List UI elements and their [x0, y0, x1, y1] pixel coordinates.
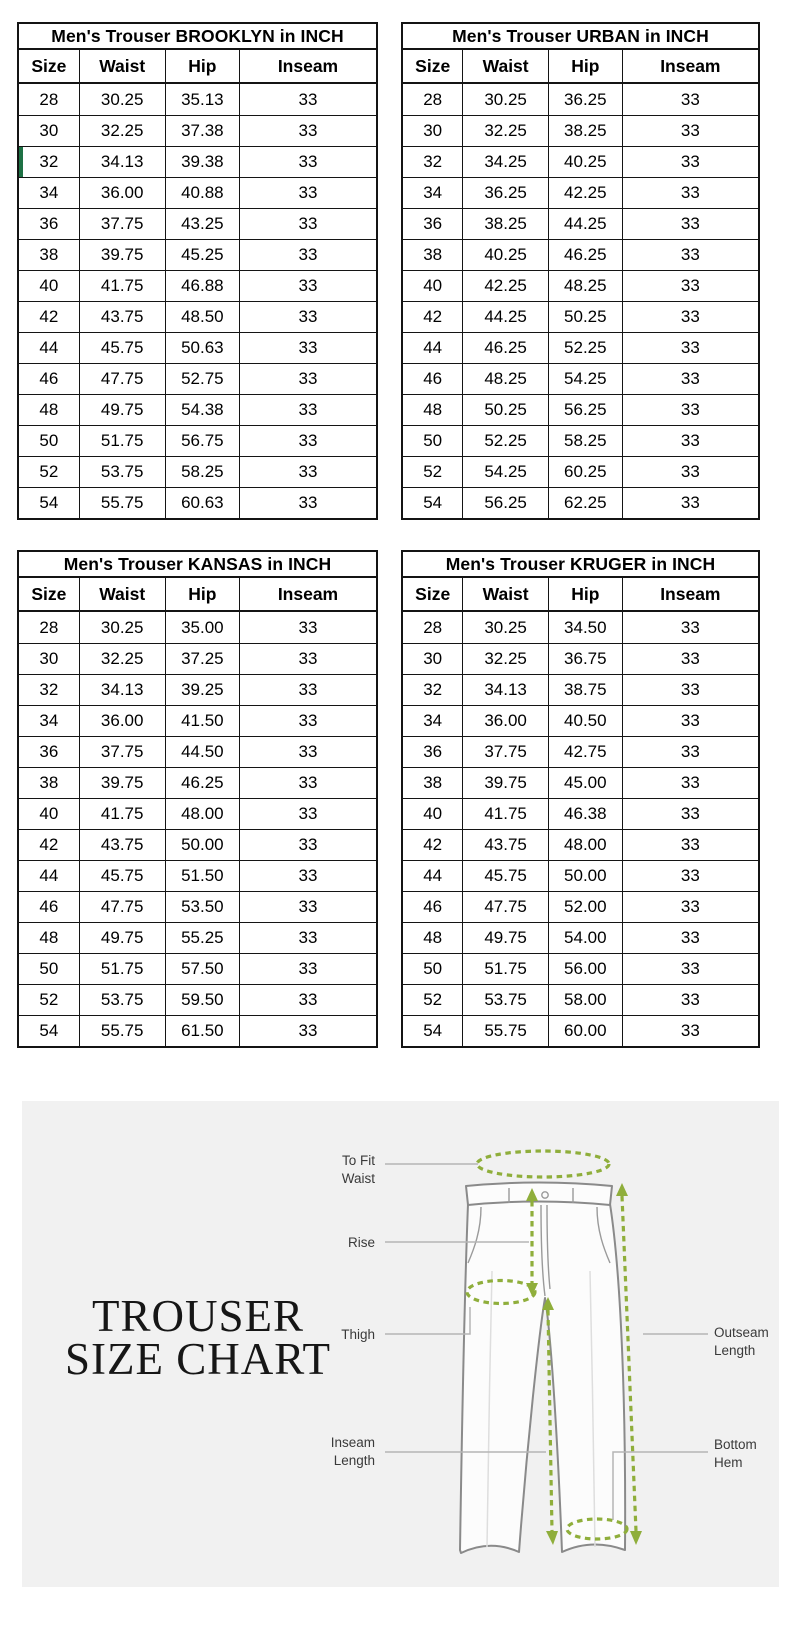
table-cell: 33 — [623, 705, 758, 736]
table-cell: 54 — [403, 1015, 463, 1046]
table-cell: 53.50 — [166, 891, 240, 922]
table-cell: 55.75 — [80, 487, 166, 518]
heading-line-1: TROUSER — [91, 1291, 305, 1341]
table-cell: 33 — [680, 617, 700, 637]
column-header: Hip — [549, 50, 623, 84]
table-cell: 33 — [623, 674, 758, 705]
table-cell: 34 — [403, 705, 463, 736]
table-cell: 33 — [240, 425, 376, 456]
table-cell: 47.75 — [80, 891, 166, 922]
bottom-hem-connector — [613, 1452, 708, 1520]
table-cell: 60.63 — [166, 487, 240, 518]
table-cell: 50.25 — [549, 301, 623, 332]
table-cell-selected: 32 — [19, 146, 80, 177]
table-cell: 39.75 — [463, 767, 549, 798]
heading-line-2: SIZE CHART — [64, 1334, 332, 1384]
column-header: Size — [19, 578, 80, 612]
table-cell: 51.75 — [80, 425, 166, 456]
table-cell: 28 — [19, 612, 80, 643]
inseam-arrowhead-down — [546, 1531, 558, 1545]
size-table-urban — [401, 22, 760, 520]
table-cell: 40 — [19, 798, 80, 829]
table-cell: 33 — [240, 239, 376, 270]
table-cell: 57.50 — [166, 953, 240, 984]
label-to-fit-waist-2: Waist — [341, 1171, 375, 1186]
column-header: Inseam — [623, 578, 758, 612]
outseam-arrowhead-up — [616, 1183, 628, 1196]
label-bottom-hem: Bottom — [714, 1437, 757, 1452]
table-cell: 38.25 — [463, 208, 549, 239]
table-cell: 46 — [403, 363, 463, 394]
table-cell: 33 — [623, 487, 758, 518]
table-cell: 52.25 — [549, 332, 623, 363]
table-cell: 33 — [680, 89, 700, 109]
table-cell: 40 — [403, 270, 463, 301]
table-cell: 33 — [623, 767, 758, 798]
table-cell: 30.25 — [80, 612, 166, 643]
table-cell: 34 — [19, 177, 80, 208]
table-cell: 40.88 — [166, 177, 240, 208]
table-cell: 33 — [240, 363, 376, 394]
table-cell: 33 — [623, 425, 758, 456]
table-cell: 48 — [19, 394, 80, 425]
table-cell: 50.00 — [549, 860, 623, 891]
table-cell: 32.25 — [463, 115, 549, 146]
table-cell: 39.38 — [166, 146, 240, 177]
table-cell: 60.25 — [549, 456, 623, 487]
table-cell: 33 — [623, 208, 758, 239]
table-cell: 55.75 — [463, 1015, 549, 1046]
table-cell: 32 — [403, 674, 463, 705]
table-cell: 33 — [240, 829, 376, 860]
table-cell: 34.13 — [463, 674, 549, 705]
table-cell: 42.75 — [549, 736, 623, 767]
table-cell: 44.25 — [549, 208, 623, 239]
table-cell: 30.25 — [463, 84, 549, 115]
table-cell: 33 — [623, 860, 758, 891]
table-cell: 47.75 — [463, 891, 549, 922]
table-cell: 55.75 — [80, 1015, 166, 1046]
table-cell: 34 — [19, 705, 80, 736]
table-cell: 37.75 — [463, 736, 549, 767]
label-outseam-length: Outseam — [714, 1325, 769, 1340]
table-cell: 38 — [403, 767, 463, 798]
table-cell: 43.25 — [166, 208, 240, 239]
table-cell: 48 — [403, 394, 463, 425]
table-cell: 52 — [403, 984, 463, 1015]
table-cell: 50 — [403, 425, 463, 456]
table-cell: 52 — [19, 984, 80, 1015]
table-cell: 36.00 — [80, 177, 166, 208]
table-cell: 32 — [403, 146, 463, 177]
table-cell: 42 — [19, 829, 80, 860]
table-cell: 51.75 — [80, 953, 166, 984]
table-cell: 50 — [19, 953, 80, 984]
table-cell: 33 — [240, 891, 376, 922]
table-cell: 51.75 — [463, 953, 549, 984]
table-cell: 37.25 — [166, 643, 240, 674]
table-cell: 33 — [623, 643, 758, 674]
table-cell: 37.75 — [80, 208, 166, 239]
table-cell: 45.75 — [80, 860, 166, 891]
table-cell: 33 — [240, 767, 376, 798]
table-cell: 46 — [403, 891, 463, 922]
table-cell: 33 — [240, 860, 376, 891]
column-header: Inseam — [623, 50, 758, 84]
table-cell: 36.25 — [549, 84, 623, 115]
table-cell: 38.25 — [549, 115, 623, 146]
table-cell: 33 — [298, 617, 318, 637]
table-cell: 56.75 — [166, 425, 240, 456]
label-inseam-length: Inseam — [330, 1435, 375, 1450]
table-cell: 30 — [403, 643, 463, 674]
table-cell: 33 — [240, 953, 376, 984]
table-cell: 56.00 — [549, 953, 623, 984]
table-cell: 48 — [19, 922, 80, 953]
table-cell: 33 — [240, 736, 376, 767]
table-cell: 33 — [623, 456, 758, 487]
table-cell: 33 — [240, 798, 376, 829]
table-cell: 40.25 — [463, 239, 549, 270]
table-cell: 38 — [403, 239, 463, 270]
table-cell: 34.25 — [463, 146, 549, 177]
table-cell: 33 — [623, 922, 758, 953]
table-grid — [401, 50, 760, 520]
table-cell: 33 — [240, 394, 376, 425]
table-cell: 36 — [19, 736, 80, 767]
table-cell: 46.88 — [166, 270, 240, 301]
table-cell: 30.25 — [80, 84, 166, 115]
table-cell: 48.50 — [166, 301, 240, 332]
table-cell: 42 — [19, 301, 80, 332]
table-title: Men's Trouser URBAN in INCH — [401, 22, 760, 50]
size-table-kruger — [401, 550, 760, 1048]
table-cell: 33 — [240, 270, 376, 301]
table-cell: 43.75 — [80, 301, 166, 332]
table-cell: 30 — [19, 643, 80, 674]
table-cell: 38.75 — [549, 674, 623, 705]
table-cell: 55.25 — [166, 922, 240, 953]
table-cell: 33 — [623, 984, 758, 1015]
table-cell: 33 — [623, 363, 758, 394]
table-cell: 36 — [403, 208, 463, 239]
table-cell: 60.00 — [549, 1015, 623, 1046]
table-cell: 41.75 — [80, 270, 166, 301]
table-grid — [17, 50, 378, 520]
table-cell: 49.75 — [80, 922, 166, 953]
outseam-arrowhead-down — [630, 1531, 642, 1545]
label-outseam-length-2: Length — [714, 1343, 756, 1358]
column-header: Size — [19, 50, 80, 84]
table-cell: 33 — [623, 829, 758, 860]
table-cell: 46 — [19, 891, 80, 922]
table-cell: 48.00 — [166, 798, 240, 829]
table-cell: 40.50 — [549, 705, 623, 736]
table-cell: 50.63 — [166, 332, 240, 363]
table-cell: 37.38 — [166, 115, 240, 146]
label-inseam-length-2: Length — [333, 1453, 375, 1468]
table-cell: 33 — [623, 394, 758, 425]
label-bottom-hem-2: Hem — [714, 1455, 743, 1470]
table-cell: 28 — [19, 84, 80, 115]
table-cell: 56.25 — [549, 394, 623, 425]
table-cell: 49.75 — [463, 922, 549, 953]
table-cell: 44 — [403, 332, 463, 363]
table-cell: 52 — [403, 456, 463, 487]
table-title: Men's Trouser KRUGER in INCH — [401, 550, 760, 578]
column-header: Inseam — [240, 578, 376, 612]
table-cell: 36.00 — [463, 705, 549, 736]
table-cell: 54 — [19, 1015, 80, 1046]
table-cell: 54.25 — [549, 363, 623, 394]
table-cell: 42 — [403, 301, 463, 332]
label-rise: Rise — [347, 1235, 375, 1250]
table-cell: 52.00 — [549, 891, 623, 922]
table-cell: 54 — [403, 487, 463, 518]
table-cell: 44.25 — [463, 301, 549, 332]
table-cell: 32.25 — [80, 115, 166, 146]
trouser-body-outline — [460, 1201, 625, 1554]
size-table-brooklyn — [17, 22, 378, 520]
table-cell: 33 — [623, 239, 758, 270]
table-cell: 33 — [240, 487, 376, 518]
table-cell: 33 — [240, 674, 376, 705]
column-header: Size — [403, 578, 463, 612]
table-cell: 46.25 — [549, 239, 623, 270]
table-cell: 44 — [19, 860, 80, 891]
table-cell: 53.75 — [80, 456, 166, 487]
waist-measure-ellipse — [477, 1151, 609, 1177]
table-cell: 36.00 — [80, 705, 166, 736]
trouser-measurement-diagram — [22, 1101, 779, 1587]
table-cell: 33 — [623, 953, 758, 984]
table-cell: 40 — [403, 798, 463, 829]
table-cell: 50 — [403, 953, 463, 984]
table-cell: 54.38 — [166, 394, 240, 425]
table-cell: 34 — [403, 177, 463, 208]
table-cell: 33 — [623, 798, 758, 829]
table-cell: 42 — [403, 829, 463, 860]
table-cell: 48.25 — [549, 270, 623, 301]
table-cell: 38 — [19, 767, 80, 798]
table-cell: 44 — [19, 332, 80, 363]
table-cell: 33 — [240, 922, 376, 953]
table-cell: 50.25 — [463, 394, 549, 425]
table-cell: 43.75 — [463, 829, 549, 860]
table-grid — [17, 578, 378, 1048]
size-table-kansas — [17, 550, 378, 1048]
table-cell: 33 — [623, 891, 758, 922]
label-to-fit-waist: To Fit — [341, 1153, 375, 1168]
table-cell: 51.50 — [166, 860, 240, 891]
column-header: Hip — [166, 578, 240, 612]
column-header: Hip — [166, 50, 240, 84]
table-cell: 33 — [240, 456, 376, 487]
table-cell: 54.25 — [463, 456, 549, 487]
table-cell: 33 — [240, 984, 376, 1015]
table-cell: 33 — [240, 146, 376, 177]
table-cell: 49.75 — [80, 394, 166, 425]
column-header: Waist — [80, 578, 166, 612]
table-cell: 36 — [19, 208, 80, 239]
table-cell: 33 — [623, 736, 758, 767]
table-cell: 58.25 — [549, 425, 623, 456]
table-cell: 30 — [19, 115, 80, 146]
table-cell: 53.75 — [463, 984, 549, 1015]
table-cell: 32.25 — [80, 643, 166, 674]
table-cell: 33 — [240, 1015, 376, 1046]
table-title: Men's Trouser BROOKLYN in INCH — [17, 22, 378, 50]
table-cell: 33 — [240, 208, 376, 239]
table-cell: 61.50 — [166, 1015, 240, 1046]
table-cell: 52 — [19, 456, 80, 487]
trouser-diagram-panel — [22, 1101, 779, 1587]
table-cell: 33 — [240, 115, 376, 146]
table-cell: 32.25 — [463, 643, 549, 674]
table-cell: 33 — [240, 332, 376, 363]
table-cell: 28 — [403, 612, 463, 643]
table-cell: 32 — [19, 674, 80, 705]
table-cell: 46 — [19, 363, 80, 394]
table-cell: 50.00 — [166, 829, 240, 860]
table-cell: 35.00 — [166, 612, 240, 643]
table-cell: 33 — [240, 301, 376, 332]
column-header: Waist — [80, 50, 166, 84]
table-cell: 33 — [623, 270, 758, 301]
label-thigh: Thigh — [341, 1327, 375, 1342]
table-cell: 42.25 — [463, 270, 549, 301]
table-cell: 34.13 — [80, 674, 166, 705]
table-cell: 33 — [240, 177, 376, 208]
table-cell: 42.25 — [549, 177, 623, 208]
table-cell: 46.38 — [549, 798, 623, 829]
table-title: Men's Trouser KANSAS in INCH — [17, 550, 378, 578]
table-cell: 33 — [623, 146, 758, 177]
table-cell: 45.75 — [80, 332, 166, 363]
table-cell: 30 — [403, 115, 463, 146]
table-cell: 36.25 — [463, 177, 549, 208]
table-cell: 48.25 — [463, 363, 549, 394]
table-cell: 50 — [19, 425, 80, 456]
table-cell: 41.75 — [80, 798, 166, 829]
table-cell: 28 — [403, 84, 463, 115]
table-cell: 30.25 — [463, 612, 549, 643]
table-cell: 45.00 — [549, 767, 623, 798]
table-cell: 41.75 — [463, 798, 549, 829]
table-cell: 58.00 — [549, 984, 623, 1015]
thigh-connector — [385, 1307, 470, 1334]
table-cell: 46.25 — [166, 767, 240, 798]
table-cell: 40 — [19, 270, 80, 301]
table-cell: 39.25 — [166, 674, 240, 705]
table-cell: 54.00 — [549, 922, 623, 953]
column-header: Waist — [463, 50, 549, 84]
size-tables-section — [17, 22, 800, 1048]
table-cell: 53.75 — [80, 984, 166, 1015]
table-cell: 35.13 — [166, 84, 240, 115]
table-cell: 33 — [623, 115, 758, 146]
table-cell: 33 — [623, 1015, 758, 1046]
table-cell: 33 — [298, 89, 318, 109]
table-cell: 47.75 — [80, 363, 166, 394]
table-cell: 44 — [403, 860, 463, 891]
table-cell: 36.75 — [549, 643, 623, 674]
table-cell: 48 — [403, 922, 463, 953]
table-cell: 48.00 — [549, 829, 623, 860]
table-cell: 44.50 — [166, 736, 240, 767]
table-cell: 34.50 — [549, 612, 623, 643]
table-cell: 41.50 — [166, 705, 240, 736]
table-cell: 39.75 — [80, 767, 166, 798]
column-header: Waist — [463, 578, 549, 612]
table-cell: 52.75 — [166, 363, 240, 394]
table-cell: 40.25 — [549, 146, 623, 177]
table-cell: 45.25 — [166, 239, 240, 270]
table-cell: 39.75 — [80, 239, 166, 270]
table-cell: 33 — [623, 332, 758, 363]
table-cell: 36 — [403, 736, 463, 767]
table-cell: 38 — [19, 239, 80, 270]
waistband — [466, 1183, 612, 1206]
table-cell: 52.25 — [463, 425, 549, 456]
column-header: Hip — [549, 578, 623, 612]
table-cell: 37.75 — [80, 736, 166, 767]
table-cell: 33 — [623, 177, 758, 208]
table-cell: 59.50 — [166, 984, 240, 1015]
table-cell: 45.75 — [463, 860, 549, 891]
table-cell: 46.25 — [463, 332, 549, 363]
table-cell: 58.25 — [166, 456, 240, 487]
table-cell: 54 — [19, 487, 80, 518]
table-cell: 56.25 — [463, 487, 549, 518]
table-cell: 43.75 — [80, 829, 166, 860]
table-cell: 33 — [240, 705, 376, 736]
column-header: Inseam — [240, 50, 376, 84]
table-grid — [401, 578, 760, 1048]
table-cell: 33 — [240, 643, 376, 674]
table-cell: 33 — [623, 301, 758, 332]
table-cell: 34.13 — [80, 146, 166, 177]
column-header: Size — [403, 50, 463, 84]
table-cell: 62.25 — [549, 487, 623, 518]
